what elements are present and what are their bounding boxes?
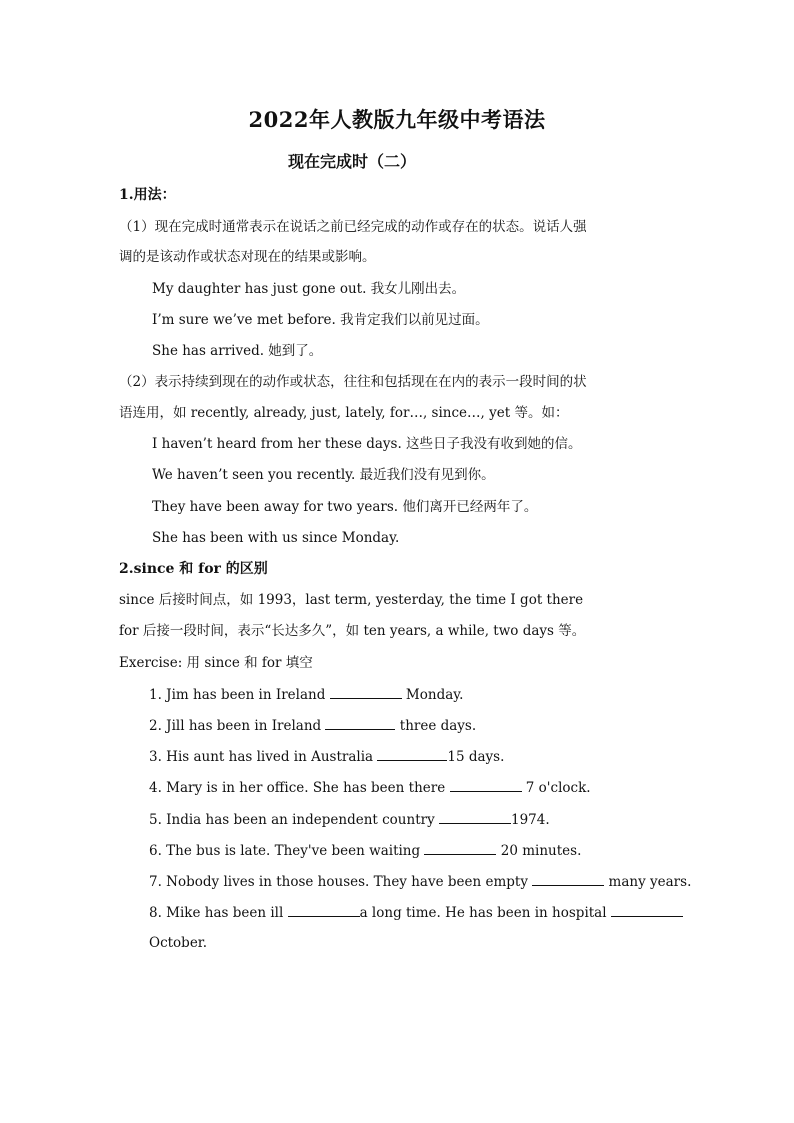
fill-in-blank[interactable]	[288, 902, 360, 917]
fill-in-blank[interactable]	[330, 684, 402, 699]
fill-in-blank[interactable]	[439, 809, 511, 824]
fill-in-blank[interactable]	[450, 777, 522, 792]
exercise-item	[149, 684, 463, 705]
example-sentence: My daughter has just gone out. 我女儿刚出去。	[152, 281, 466, 297]
exercise-item-text: 15 days.	[447, 749, 505, 765]
usage-point-2-line-1: （2）表示持续到现在的动作或状态，往往和包括现在在内的表示一段时间的状	[119, 374, 587, 390]
exercise-item-text: a long time. He has been in hospital	[359, 905, 611, 921]
exercise-item-text: 7 o'clock.	[521, 780, 591, 796]
exercise-item-text: 6. The bus is late. They've been waiting	[149, 843, 425, 859]
exercise-item-text: 2. Jill has been in Ireland	[149, 718, 326, 734]
exercise-item	[149, 809, 550, 830]
document-subtitle: 现在完成时（二）	[288, 152, 417, 171]
since-rule: since 后接时间点，如 1993，last term, yesterday, the time I got there	[119, 592, 584, 608]
exercise-item	[149, 871, 691, 892]
exercise-item-text: 3. His aunt has lived in Australia	[149, 749, 378, 765]
exercise-item	[149, 840, 581, 861]
exercise-item-continuation: October.	[149, 935, 208, 951]
usage-point-2-line-2: 语连用，如 recently, already, just, lately, for…, since…, yet 等。如：	[119, 405, 569, 421]
exercise-item	[149, 777, 591, 798]
exercise-item-text: 8. Mike has been ill	[149, 905, 288, 921]
fill-in-blank[interactable]	[424, 840, 496, 855]
for-rule: for 后接一段时间，表示“长达多久”，如 ten years, a while, two days 等。	[119, 623, 586, 639]
exercise-item-text: 1974.	[511, 812, 550, 828]
section-heading-usage: 1.用法：	[119, 187, 176, 203]
example-sentence: She has been with us since Monday.	[152, 530, 400, 546]
exercise-item-text: 7. Nobody lives in those houses. They have been empty	[149, 874, 533, 890]
example-sentence: They have been away for two years. 他们离开已经两年了。	[152, 499, 538, 515]
example-sentence: She has arrived. 她到了。	[152, 343, 323, 359]
example-sentence: We haven’t seen you recently. 最近我们没有见到你。	[152, 467, 495, 483]
example-sentence: I’m sure we’ve met before. 我肯定我们以前见过面。	[152, 312, 489, 328]
exercise-label: Exercise: 用 since 和 for 填空	[119, 655, 313, 671]
exercise-item	[149, 746, 504, 767]
example-sentence: I haven’t heard from her these days. 这些日子我没有收到她的信。	[152, 436, 582, 452]
fill-in-blank[interactable]	[532, 871, 604, 886]
exercise-item-text: 20 minutes.	[496, 843, 582, 859]
exercise-item	[149, 902, 683, 923]
fill-in-blank[interactable]	[325, 715, 395, 730]
exercise-item-text: 1. Jim has been in Ireland	[149, 687, 330, 703]
fill-in-blank[interactable]	[377, 746, 447, 761]
exercise-item-text: 4. Mary is in her office. She has been there	[149, 780, 450, 796]
document-title: 2022年人教版九年级中考语法	[248, 107, 546, 132]
exercise-item	[149, 715, 476, 736]
exercise-item-text: many years.	[604, 874, 692, 890]
exercise-item-text: three days.	[395, 718, 477, 734]
section-heading-since-for: 2.since 和 for 的区别	[119, 561, 268, 577]
usage-point-1-line-2: 调的是该动作或状态对现在的结果或影响。	[119, 249, 376, 265]
fill-in-blank[interactable]	[611, 902, 683, 917]
usage-point-1-line-1: （1）现在完成时通常表示在说话之前已经完成的动作或存在的状态。说话人强	[119, 219, 587, 235]
exercise-item-text: 5. India has been an independent country	[149, 812, 439, 828]
exercise-item-text: Monday.	[401, 687, 464, 703]
